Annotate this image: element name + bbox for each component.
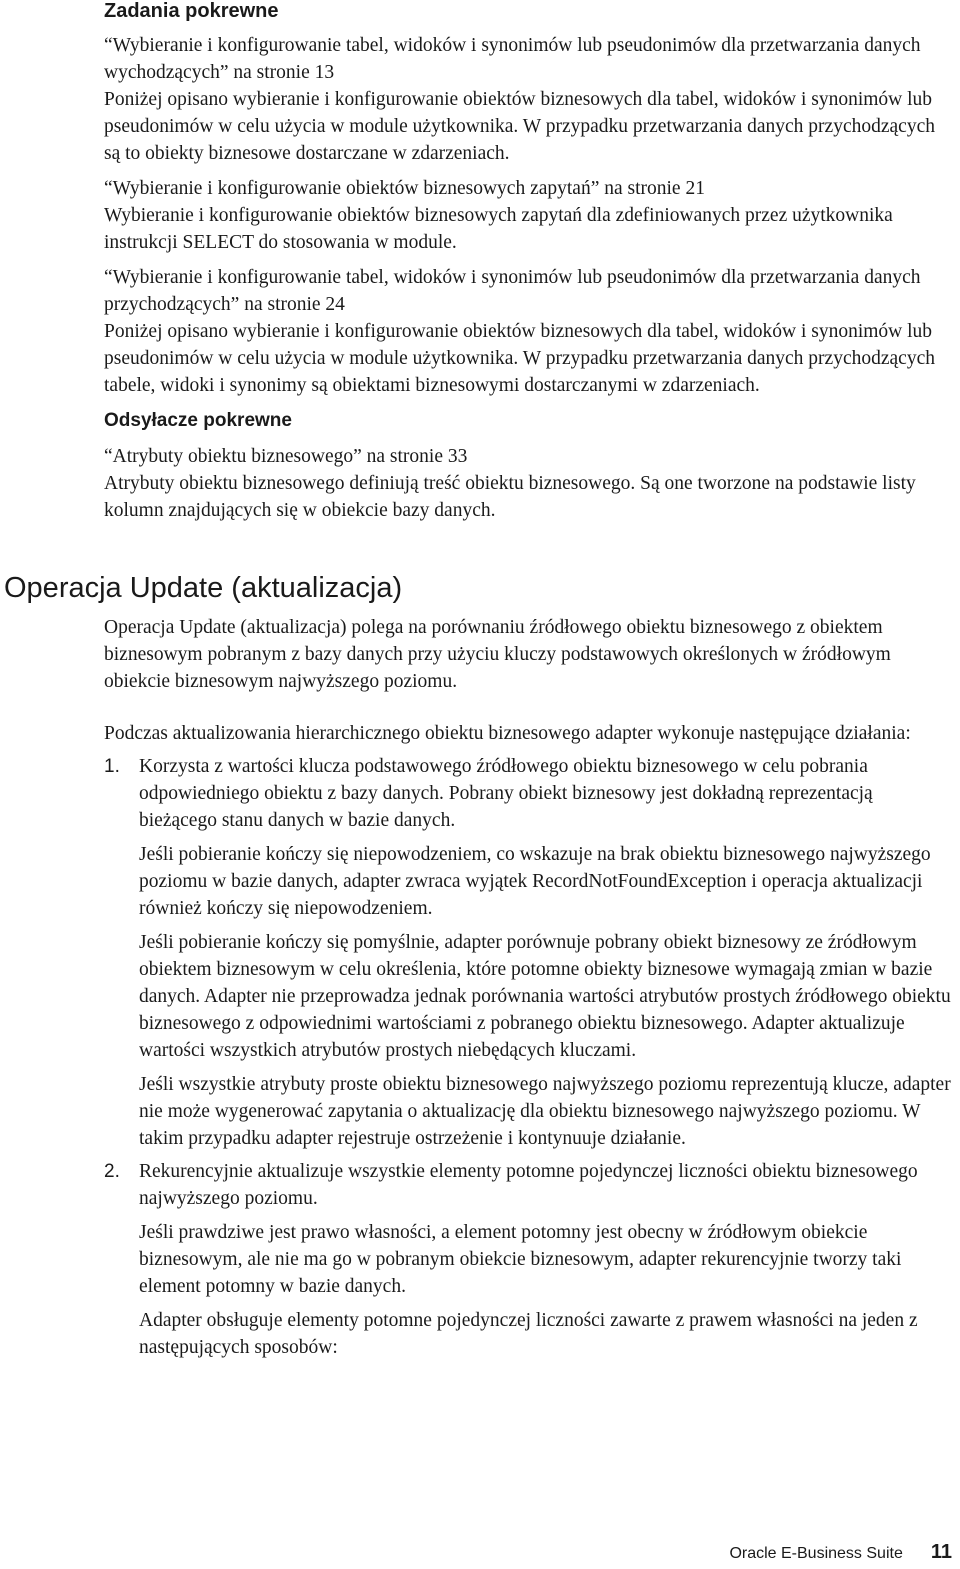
related-task-link-description: Wybieranie i konfigurowanie obiektów biznesowych zapytań dla zdefiniowanych przez użytkownika instrukcji SELECT do stosowania w module. — [104, 205, 893, 253]
step-paragraph: Jeśli pobieranie kończy się pomyślnie, adapter porównuje pobrany obiekt biznesowy ze źródłowym obiektem biznesowym w celu określenia, które potomne obiekty biznesowe wymagają zmian w bazie danych. Adapter nie przeprowadza jednak porównania wartości atrybutów prostych źródłowego obiektu biznesowego z odpowiednimi wartościami z pobranego obiektu biznesowego. Adapter aktualizuje wartości wszystkich atrybutów prostych niebędących kluczami. — [139, 932, 951, 1061]
related-task-link-title[interactable]: “Wybieranie i konfigurowanie tabel, widoków i synonimów lub pseudonimów dla przetwarzania danych wychodzących” na stronie 13 — [104, 35, 921, 83]
related-task-link-description: Poniżej opisano wybieranie i konfigurowanie obiektów biznesowych dla tabel, widoków i synonimów lub pseudonimów w celu użycia w module użytkownika. W przypadku przetwarzania danych przychodzących tabele, widoki i synonimy są obiektami biznesowymi dostarczanymi w zdarzeniach. — [104, 321, 935, 396]
step-item — [104, 1158, 952, 1361]
related-task-link — [104, 32, 952, 167]
related-refs-heading: Odsyłacze pokrewne — [104, 410, 292, 431]
intro-paragraph: Podczas aktualizowania hierarchicznego obiektu biznesowego adapter wykonuje następujące działania: — [104, 723, 911, 744]
related-task-link-title[interactable]: “Wybieranie i konfigurowanie tabel, widoków i synonimów lub pseudonimów dla przetwarzania danych przychodzących” na stronie 24 — [104, 267, 921, 315]
step-paragraph: Rekurencyjnie aktualizuje wszystkie elementy potomne pojedynczej liczności obiektu biznesowego najwyższego poziomu. — [139, 1161, 918, 1209]
footer-product-name: Oracle E-Business Suite — [729, 1545, 903, 1562]
step-number: 2. — [104, 1161, 120, 1182]
page-footer — [729, 1540, 952, 1566]
step-paragraph: Jeśli wszystkie atrybuty proste obiektu biznesowego najwyższego poziomu reprezentują klucze, adapter nie może wygenerować zapytania o aktualizację dla obiektu biznesowego najwyższego poziomu. W takim przypadku adapter rejestruje ostrzeżenie i kontynuuje działanie. — [139, 1074, 951, 1149]
section-title: Operacja Update (aktualizacja) — [4, 572, 403, 604]
related-task-link-title[interactable]: “Wybieranie i konfigurowanie obiektów biznesowych zapytań” na stronie 21 — [104, 178, 705, 199]
related-task-link — [104, 175, 952, 256]
related-links-area — [104, 0, 952, 524]
step-item — [104, 753, 952, 1152]
related-ref-link — [104, 443, 952, 524]
step-paragraph: Adapter obsługuje elementy potomne pojedynczej liczności zawarte z prawem własności na jeden z następujących sposobów: — [139, 1310, 918, 1358]
section-body — [104, 614, 952, 1367]
step-paragraph: Jeśli pobieranie kończy się niepowodzeniem, co wskazuje na brak obiektu biznesowego najwyższego poziomu w bazie danych, adapter zwraca wyjątek RecordNotFoundException i operacja aktualizacji również kończy się niepowodzeniem. — [139, 844, 931, 919]
step-paragraph: Korzysta z wartości klucza podstawowego źródłowego obiektu biznesowego w celu pobrania odpowiedniego obiektu z bazy danych. Pobrany obiekt biznesowy jest dokładną reprezentacją bieżącego stanu danych w bazie danych. — [139, 756, 873, 831]
related-tasks-heading: Zadania pokrewne — [104, 0, 279, 22]
step-number: 1. — [104, 756, 120, 777]
related-ref-link-description: Atrybuty obiektu biznesowego definiują treść obiektu biznesowego. Są one tworzone na podstawie listy kolumn znajdujących się w obiekcie bazy danych. — [104, 473, 916, 521]
steps-list — [104, 753, 952, 1361]
page-number: 11 — [930, 1541, 952, 1563]
step-paragraph: Jeśli prawdziwe jest prawo własności, a element potomny jest obecny w źródłowym obiekcie biznesowym, ale nie ma go w pobranym obiekcie biznesowym, adapter rekurencyjnie tworzy taki element potomny w bazie danych. — [139, 1222, 902, 1297]
related-task-link — [104, 264, 952, 399]
related-ref-link-title[interactable]: “Atrybuty obiektu biznesowego” na stronie 33 — [104, 446, 468, 467]
intro-paragraph: Operacja Update (aktualizacja) polega na porównaniu źródłowego obiektu biznesowego z obiektem biznesowym pobranym z bazy danych przy użyciu kluczy podstawowych określonych w źródłowym obiekcie biznesowym najwyższego poziomu. — [104, 617, 891, 692]
related-task-link-description: Poniżej opisano wybieranie i konfigurowanie obiektów biznesowych dla tabel, widoków i synonimów lub pseudonimów w celu użycia w module użytkownika. W przypadku przetwarzania danych przychodzących są to obiekty biznesowe dostarczane w zdarzeniach. — [104, 89, 935, 164]
